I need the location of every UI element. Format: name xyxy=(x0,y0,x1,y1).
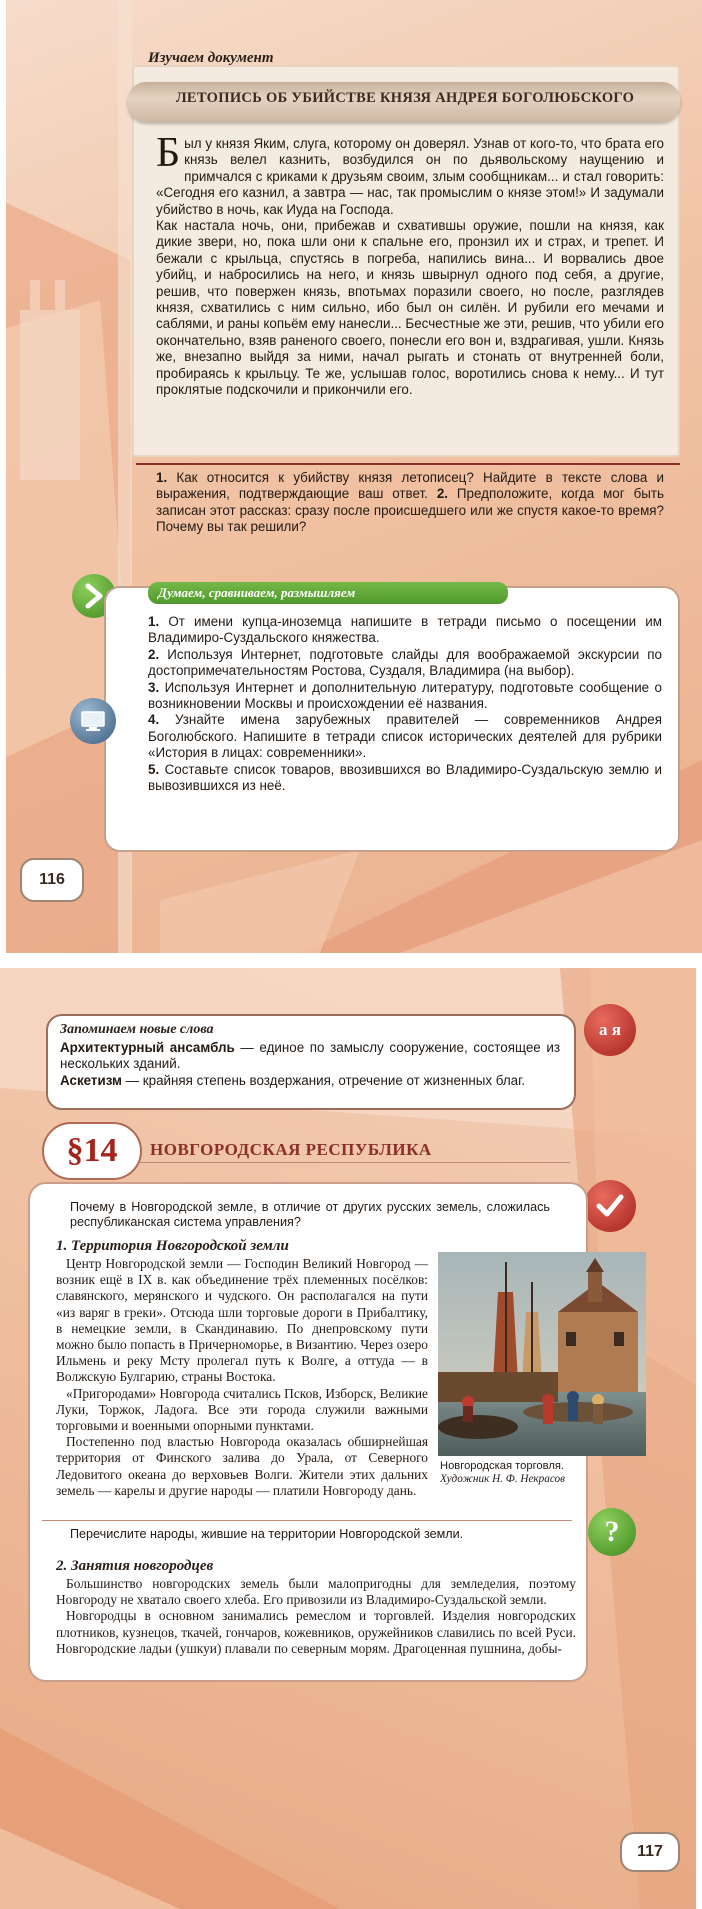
vocab-title: Запоминаем новые слова xyxy=(60,1022,214,1037)
check-icon xyxy=(584,1180,636,1232)
dropcap-letter: Б xyxy=(156,130,181,176)
document-paragraph-2: Как настала ночь, они, прибежав и схватившы оружие, пошли на князя, как дикие звери, но, пока шли они к спальне его, пронзил их и страх, и трепет. И бежали с крыльца, спустясь в погреба, напились вина... И ворвались двое убийц, и набросились на него, и князь швырнул одного под себя, а другие, решив, что повержен князь, впотьмах поразили своего, но после, разглядев князя, схватились с ним сильно, ибо был он силён. И рубили его мечами и саблями, и раны копьём ему нанесли... Бесчестные же эти, решив, что убили его окончательно, взяв раненого своего, понесли его вон и, вздрагивая, ушли. Князь же, внезапно выйдя за ними, начал рыгать и стонать от внутренней боли, пробираясь к крыльцу. Те же, услышав голос, воротились снова к нему... И тут проклятые подскочили и прикончили его. xyxy=(156,218,664,398)
computer-icon xyxy=(70,698,116,744)
page-number: 116 xyxy=(20,858,84,902)
caption-artist: Художник Н. Ф. Некрасов xyxy=(440,1473,565,1485)
section-badge xyxy=(42,1122,142,1180)
subsection-1-text xyxy=(56,1256,428,1499)
territory-question: Перечислите народы, жившие на территории Новгородской земли. xyxy=(70,1527,464,1541)
painting-caption xyxy=(440,1460,650,1486)
subsection-2-title: 2. Занятия новгородцев xyxy=(56,1558,214,1574)
think-banner: Думаем, сравниваем, размышляем xyxy=(148,582,508,604)
vocab-item: Аскетизм — крайняя степень воздержания, отречение от жизненных благ. xyxy=(60,1072,526,1088)
task-item: 5. Составьте список товаров, ввозившихся во Владимиро-Суздальскую землю и вывозившихся из неё. xyxy=(148,761,662,794)
tasks-list xyxy=(148,614,662,794)
paragraph: Постепенно под властью Новгорода оказалась обширнейшая территория от Финского залива до Урала, от Северного Ледовитого океана до верховьев Волги. Жители этих дальних земель — карелы и другие народы — платили Новгороду дань. xyxy=(56,1434,428,1498)
task-item: 3. Используя Интернет и дополнительную литературу, подготовьте сообщение о возникновении Москвы и происхождении её названия. xyxy=(148,679,662,712)
document-text xyxy=(156,130,664,399)
task-item: 1. От имени купца-иноземца напишите в тетради письмо о посещении им Владимиро-Суздальского княжества. xyxy=(148,614,662,646)
page-117 xyxy=(0,968,702,1909)
paragraph: Большинство новгородских земель были малопригодны для земледелия, поэтому Новгороду не хватало своего хлеба. Его привозили из Владимиро-Суздальской земли. xyxy=(56,1576,576,1608)
document-title: ЛЕТОПИСЬ ОБ УБИЙСТВЕ КНЯЗЯ АНДРЕЯ БОГОЛЮБСКОГО xyxy=(175,90,635,106)
subsection-2-text xyxy=(56,1576,576,1657)
divider xyxy=(136,463,680,465)
painting-novgorod-trade xyxy=(438,1252,646,1456)
section-title: НОВГОРОДСКАЯ РЕСПУБЛИКА xyxy=(150,1140,432,1159)
vocab-list xyxy=(60,1040,560,1089)
page-number: 117 xyxy=(620,1832,680,1872)
subsection-1-title: 1. Территория Новгородской земли xyxy=(56,1238,289,1254)
paragraph: Новгородцы в основном занимались ремеслом и торговлей. Изделия новгородских плотников, кузнецов, ткачей, гончаров, кожевников, оружейников славились по всей Руси. Новгородские ладьи (ушкуи) плавали по северным морям. Драгоценная пушнина, добы- xyxy=(56,1608,576,1656)
vocabulary-icon: а я xyxy=(584,1004,636,1056)
vocab-item: Архитектурный ансамбль — единое по замыслу сооружение, состоящее из нескольких зданий. xyxy=(60,1040,560,1072)
section-label: Изучаем документ xyxy=(148,50,274,66)
paragraph: «Пригородами» Новгорода считались Псков, Изборск, Великие Луки, Торжок, Ладога. Все эти города служили важными торговыми и военными опорными пунктами. xyxy=(56,1385,428,1434)
section-number: §14 xyxy=(66,1132,118,1169)
question-mark-icon: ? xyxy=(588,1508,636,1556)
document-paragraph-1: ыл у князя Яким, слуга, которому он доверял. Узнав от кого-то, что брата его князь велел казнить, возбудился он по дьявольскому наущению и примчался с криками к друзьям своим, злым сообщникам... и стал говорить: «Сегодня его казнил, а завтра — нас, так промыслим о князе этом!» И задумали убийство в ночь, как Иуда на Господа. xyxy=(156,136,664,217)
task-item: 4. Узнайте имена зарубежных правителей — современников Андрея Боголюбского. Напишите в тетради список исторических деятелей для рубрики «История в лицах: современники». xyxy=(148,712,662,761)
task-item: 2. Используя Интернет, подготовьте слайды для воображаемой экскурсии по достопримечательностям Ростова, Суздаля, Владимира (на выбор). xyxy=(148,646,662,679)
lead-question: Почему в Новгородской земле, в отличие от других русских земель, сложилась республиканская система управления? xyxy=(70,1200,550,1229)
page-116 xyxy=(0,0,702,953)
document-questions: 1. Как относится к убийству князя летописец? Найдите в тексте слова и выражения, подтверждающие ваш ответ. 2. Предположите, когда мог быть записан этот рассказ: сразу после происшедшего или же спустя какое-то время? Почему вы так решили? xyxy=(156,470,664,535)
caption-title: Новгородская торговля. xyxy=(440,1460,565,1472)
paragraph: Центр Новгородской земли — Господин Великий Новгород — возник ещё в IX в. как объединение трёх племенных посёлков: славянского, мерянского и чудского. Он располагался на пути «из варяг в греки». Отсюда шли торговые дороги в Прибалтику, в немецкие земли, в Скандинавию. По днепровскому пути можно было попасть в Причерноморье, в Византию. Через озеро Ильмень и реку Мсту пролегал путь к Волге, а оттуда — в Волжскую Булгарию, страны Востока. xyxy=(56,1256,428,1385)
